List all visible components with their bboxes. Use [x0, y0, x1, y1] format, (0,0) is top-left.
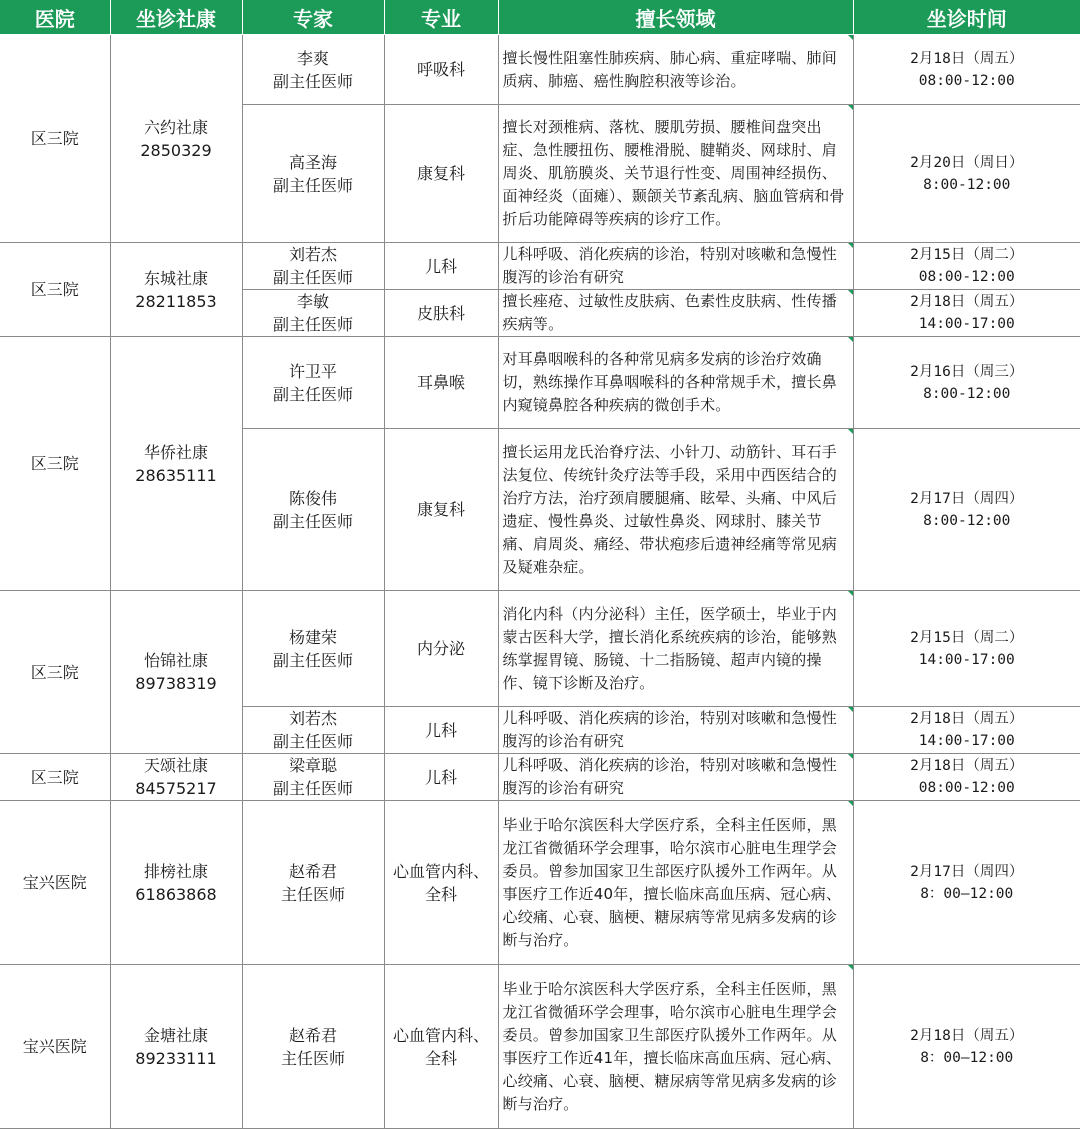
- expertise-cell: 毕业于哈尔滨医科大学医疗系，全科主任医师，黑龙江省微循环学会理事，哈尔滨市心脏电生理学会委员。曾参加国家卫生部医疗队援外工作两年。从事医疗工作近41年，擅长临床高血压病、冠心病、心绞痛、心衰、脑梗、糖尿病等常见病多发病的诊断与治疗。: [498, 965, 853, 1129]
- time-cell: 2月17日（周四） 8:00-12:00: [853, 429, 1080, 591]
- table-row: [0, 965, 1080, 1129]
- table-row: [0, 35, 1080, 105]
- expertise-cell: 毕业于哈尔滨医科大学医疗系，全科主任医师，黑龙江省微循环学会理事，哈尔滨市心脏电生理学会委员。曾参加国家卫生部医疗队援外工作两年。从事医疗工作近40年，擅长临床高血压病、冠心病、心绞痛、心衰、脑梗、糖尿病等常见病多发病的诊断与治疗。: [498, 801, 853, 965]
- expertise-cell: 擅长慢性阻塞性肺疾病、肺心病、重症哮喘、肺间质病、肺癌、癌性胸腔积液等诊治。: [498, 35, 853, 105]
- hospital-cell: 宝兴医院: [0, 801, 110, 965]
- hospital-cell: 区三院: [0, 337, 110, 591]
- time-cell: 2月18日（周五） 14:00-17:00: [853, 290, 1080, 337]
- time-cell: 2月18日（周五） 8：00—12:00: [853, 965, 1080, 1129]
- table-row: [0, 591, 1080, 707]
- specialty-cell: 康复科: [384, 105, 498, 243]
- specialty-cell: 康复科: [384, 429, 498, 591]
- time-cell: 2月15日（周二） 08:00-12:00: [853, 243, 1080, 290]
- specialty-cell: 呼吸科: [384, 35, 498, 105]
- table-header: [0, 0, 1080, 35]
- time-cell: 2月20日（周日） 8:00-12:00: [853, 105, 1080, 243]
- expertise-cell: 儿科呼吸、消化疾病的诊治，特别对咳嗽和急慢性腹泻的诊治有研究: [498, 707, 853, 754]
- specialty-cell: 儿科: [384, 243, 498, 290]
- expertise-cell: 擅长运用龙氏治脊疗法、小针刀、动筋针、耳石手法复位、传统针灸疗法等手段，采用中西医结合的治疗方法，治疗颈肩腰腿痛、眩晕、头痛、中风后遗症、慢性鼻炎、过敏性鼻炎、网球肘、膝关节痛、肩周炎、痛经、带状疱疹后遗神经痛等常见病及疑难杂症。: [498, 429, 853, 591]
- time-cell: 2月15日（周二） 14:00-17:00: [853, 591, 1080, 707]
- expertise-cell: 儿科呼吸、消化疾病的诊治，特别对咳嗽和急慢性腹泻的诊治有研究: [498, 754, 853, 801]
- specialty-cell: 内分泌: [384, 591, 498, 707]
- hospital-cell: 区三院: [0, 243, 110, 337]
- expert-cell: 陈俊伟 副主任医师: [242, 429, 384, 591]
- specialty-cell: 儿科: [384, 707, 498, 754]
- header-row: [0, 0, 1080, 35]
- community-cell: 东城社康 28211853: [110, 243, 242, 337]
- header-specialty: 专业: [384, 0, 498, 35]
- header-expert: 专家: [242, 0, 384, 35]
- table-row: [0, 801, 1080, 965]
- time-cell: 2月18日（周五） 08:00-12:00: [853, 754, 1080, 801]
- expertise-cell: 消化内科（内分泌科）主任，医学硕士，毕业于内蒙古医科大学，擅长消化系统疾病的诊治，能够熟练掌握胃镜、肠镜、十二指肠镜、超声内镜的操作、镜下诊断及治疗。: [498, 591, 853, 707]
- community-cell: 六约社康 2850329: [110, 35, 242, 243]
- hospital-cell: 宝兴医院: [0, 965, 110, 1129]
- expert-cell: 刘若杰 副主任医师: [242, 243, 384, 290]
- time-cell: 2月18日（周五） 14:00-17:00: [853, 707, 1080, 754]
- header-hospital: 医院: [0, 0, 110, 35]
- community-cell: 怡锦社康 89738319: [110, 591, 242, 754]
- table-row: [0, 754, 1080, 801]
- community-cell: 天颂社康 84575217: [110, 754, 242, 801]
- community-cell: 华侨社康 28635111: [110, 337, 242, 591]
- table-row: [0, 337, 1080, 429]
- header-expertise: 擅长领域: [498, 0, 853, 35]
- table-row: [0, 243, 1080, 290]
- community-cell: 金塘社康 89233111: [110, 965, 242, 1129]
- specialty-cell: 心血管内科、 全科: [384, 965, 498, 1129]
- hospital-cell: 区三院: [0, 591, 110, 754]
- expertise-cell: 儿科呼吸、消化疾病的诊治，特别对咳嗽和急慢性腹泻的诊治有研究: [498, 243, 853, 290]
- time-cell: 2月16日（周三） 8:00-12:00: [853, 337, 1080, 429]
- header-community: 坐诊社康: [110, 0, 242, 35]
- expert-cell: 高圣海 副主任医师: [242, 105, 384, 243]
- expert-cell: 李爽 副主任医师: [242, 35, 384, 105]
- expert-cell: 赵希君 主任医师: [242, 965, 384, 1129]
- expertise-cell: 对耳鼻咽喉科的各种常见病多发病的诊治疗效确切，熟练操作耳鼻咽喉科的各种常规手术，擅长鼻内窥镜鼻腔各种疾病的微创手术。: [498, 337, 853, 429]
- header-time: 坐诊时间: [853, 0, 1080, 35]
- specialty-cell: 儿科: [384, 754, 498, 801]
- expertise-cell: 擅长痤疮、过敏性皮肤病、色素性皮肤病、性传播疾病等。: [498, 290, 853, 337]
- table-body: [0, 35, 1080, 1129]
- time-cell: 2月18日（周五） 08:00-12:00: [853, 35, 1080, 105]
- specialty-cell: 皮肤科: [384, 290, 498, 337]
- time-cell: 2月17日（周四） 8：00—12:00: [853, 801, 1080, 965]
- hospital-cell: 区三院: [0, 35, 110, 243]
- expert-cell: 杨建荣 副主任医师: [242, 591, 384, 707]
- expert-cell: 许卫平 副主任医师: [242, 337, 384, 429]
- specialty-cell: 心血管内科、 全科: [384, 801, 498, 965]
- hospital-cell: 区三院: [0, 754, 110, 801]
- community-cell: 排榜社康 61863868: [110, 801, 242, 965]
- expert-cell: 梁章聪 副主任医师: [242, 754, 384, 801]
- expertise-cell: 擅长对颈椎病、落枕、腰肌劳损、腰椎间盘突出症、急性腰扭伤、腰椎滑脱、腱鞘炎、网球肘、肩周炎、肌筋膜炎、关节退行性变、周围神经损伤、面神经炎（面瘫）、颞颌关节紊乱病、脑血管病和骨折后功能障碍等疾病的诊疗工作。: [498, 105, 853, 243]
- expert-cell: 李敏 副主任医师: [242, 290, 384, 337]
- expert-cell: 刘若杰 副主任医师: [242, 707, 384, 754]
- expert-cell: 赵希君 主任医师: [242, 801, 384, 965]
- specialty-cell: 耳鼻喉: [384, 337, 498, 429]
